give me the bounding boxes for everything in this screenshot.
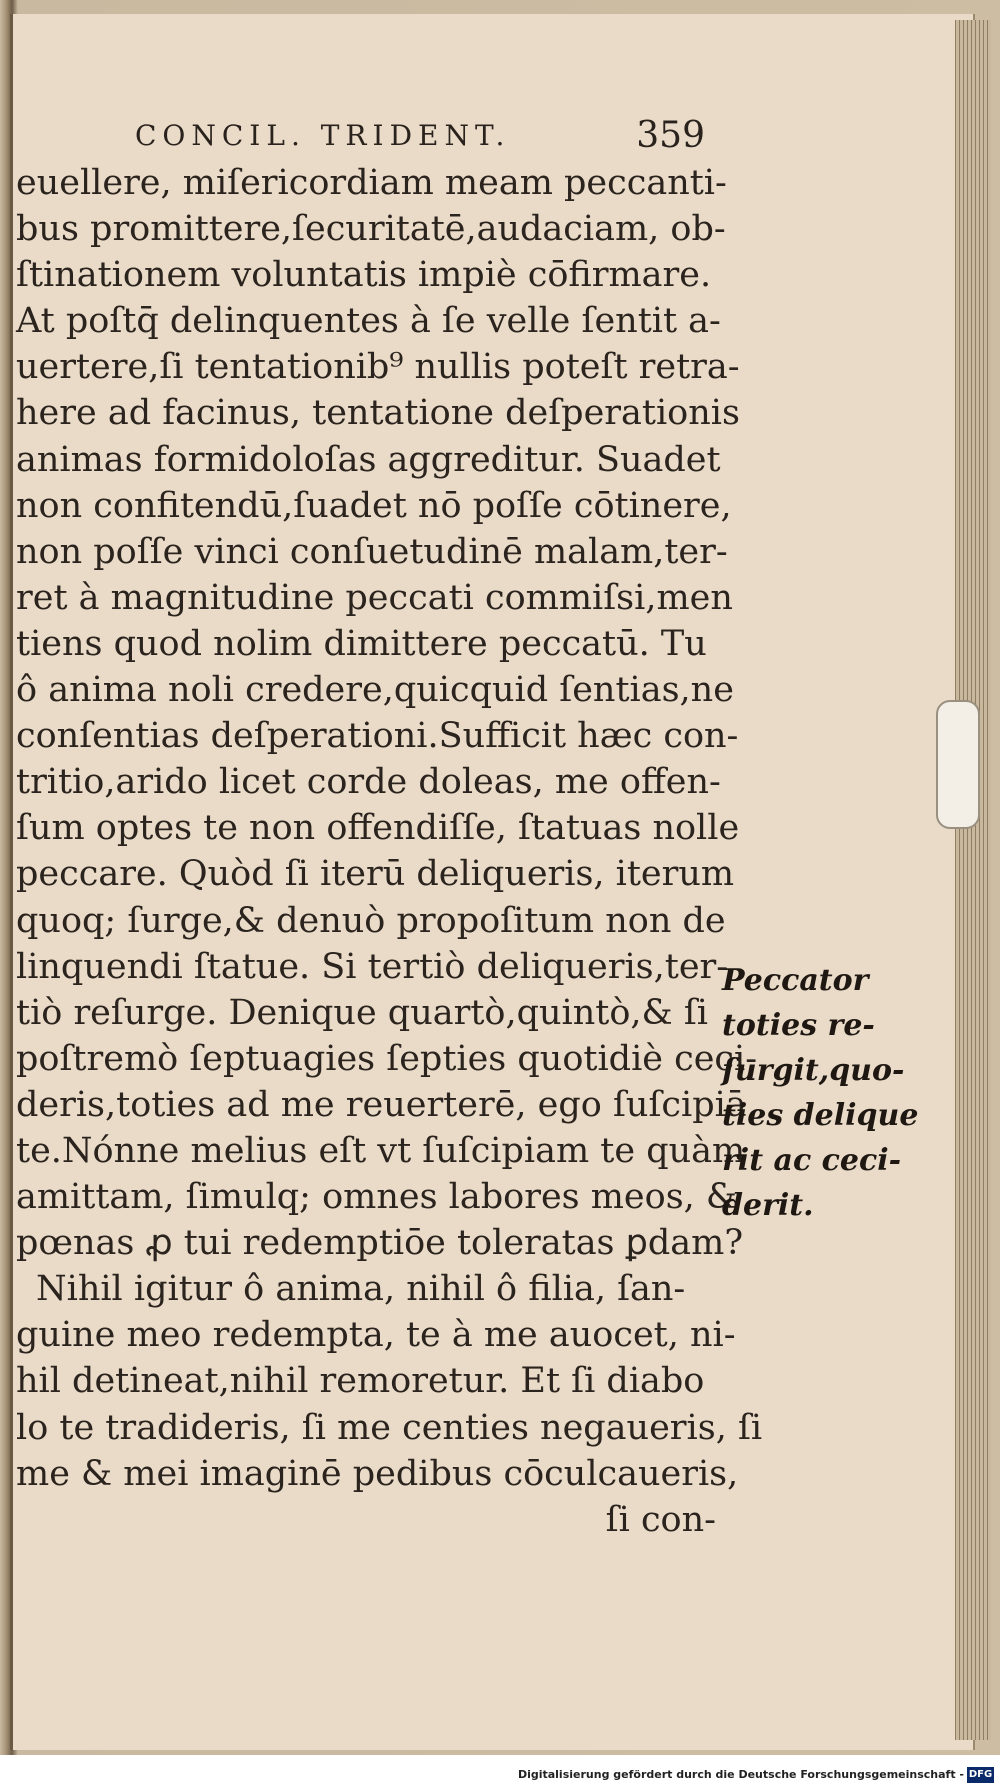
text-line: tiens quod nolim dimittere peccatū. Tu [16, 623, 707, 664]
text-line: amittam, ſimulq; omnes labores meos, & [16, 1177, 738, 1218]
marginal-note [722, 958, 919, 1228]
text-line: poſtremò ſeptuagies ſepties quotidiè ceci- [16, 1038, 758, 1079]
text-line: ô anima noli credere,quicquid ſentias,ne [16, 670, 734, 711]
marginal-note-line: Peccator [722, 963, 869, 998]
text-line: tritio,arido licet corde doleas, me offen- [16, 762, 721, 803]
text-line: ſum optes te non offendiſſe, ſtatuas nolle [16, 808, 740, 849]
marginal-note-line: ſurgit,quo- [722, 1053, 905, 1088]
text-line: tiò reſurge. Denique quartò,quintò,& ſi [16, 992, 708, 1033]
text-line: guine meo redempta, te à me auocet, ni- [16, 1315, 736, 1356]
marginal-note-line: rit ac ceci- [722, 1143, 902, 1178]
text-line: non confitendū,ſuadet nō poſſe cōtinere, [16, 485, 732, 526]
text-line: te.Nónne melius eſt vt ſuſcipiam te quàm [16, 1130, 746, 1171]
page-number: 359 [636, 115, 705, 156]
page-header [135, 115, 705, 161]
text-line: quoq; ſurge,& denuò propoſitum non de [16, 900, 726, 941]
digitization-footer [0, 1766, 1000, 1786]
text-line: peccare. Quòd ſi iterū deliqueris, iterum [16, 854, 735, 895]
text-line: non poſſe vinci conſuetudinē malam,ter- [16, 531, 728, 572]
text-line: bus promittere,ſecuritatē,audaciam, ob- [16, 209, 726, 250]
text-line: ret à magnitudine peccati commiſsi,men [16, 577, 733, 618]
catchword-line: ſi con- [605, 1499, 716, 1540]
running-head: CONCIL. TRIDENT. [135, 119, 511, 152]
text-line: At poſtq̄ delinquentes à ſe velle ſentit a- [16, 301, 721, 342]
text-line: conſentias deſperationi.Sufficit hæc con- [16, 716, 739, 757]
clip-tab [936, 700, 980, 829]
text-line: ſtinationem voluntatis impiè cōfirmare. [16, 255, 712, 296]
marginal-note-line: derit. [722, 1188, 814, 1223]
text-line: pœnas ꝓ tui redemptiōe toleratas ꝑdam? [16, 1223, 744, 1264]
page-edges [955, 20, 991, 1740]
text-line: lo te tradideris, ſi me centies negaueris, ſi [16, 1407, 763, 1448]
text-line: deris,toties ad me reuerterē, ego ſuſcipiā [16, 1084, 747, 1125]
funding-credit: Digitalisierung gefördert durch die Deutsche Forschungsgemeinschaft - [517, 1768, 964, 1781]
body-text [16, 160, 763, 1543]
text-line: here ad facinus, tentatione deſperationis [16, 393, 740, 434]
text-line: hil detineat,nihil remoretur. Et ſi diabo [16, 1361, 705, 1402]
text-line: uertere,ſi tentationib⁹ nullis poteſt retra- [16, 347, 740, 388]
text-line: me & mei imaginē pedibus cōculcaueris, [16, 1453, 739, 1494]
text-line: animas formidoloſas aggreditur. Suadet [16, 439, 721, 480]
text-line: linquendi ſtatue. Si tertiò deliqueris,ter- [16, 946, 729, 987]
text-line: Nihil igitur ô anima, nihil ô filia, ſan- [36, 1269, 686, 1310]
text-line: euellere, miſericordiam meam peccanti- [16, 163, 727, 203]
marginal-note-line: ties delique [722, 1098, 919, 1133]
dfg-logo: DFG [967, 1767, 994, 1783]
marginal-note-line: toties re- [722, 1008, 875, 1043]
